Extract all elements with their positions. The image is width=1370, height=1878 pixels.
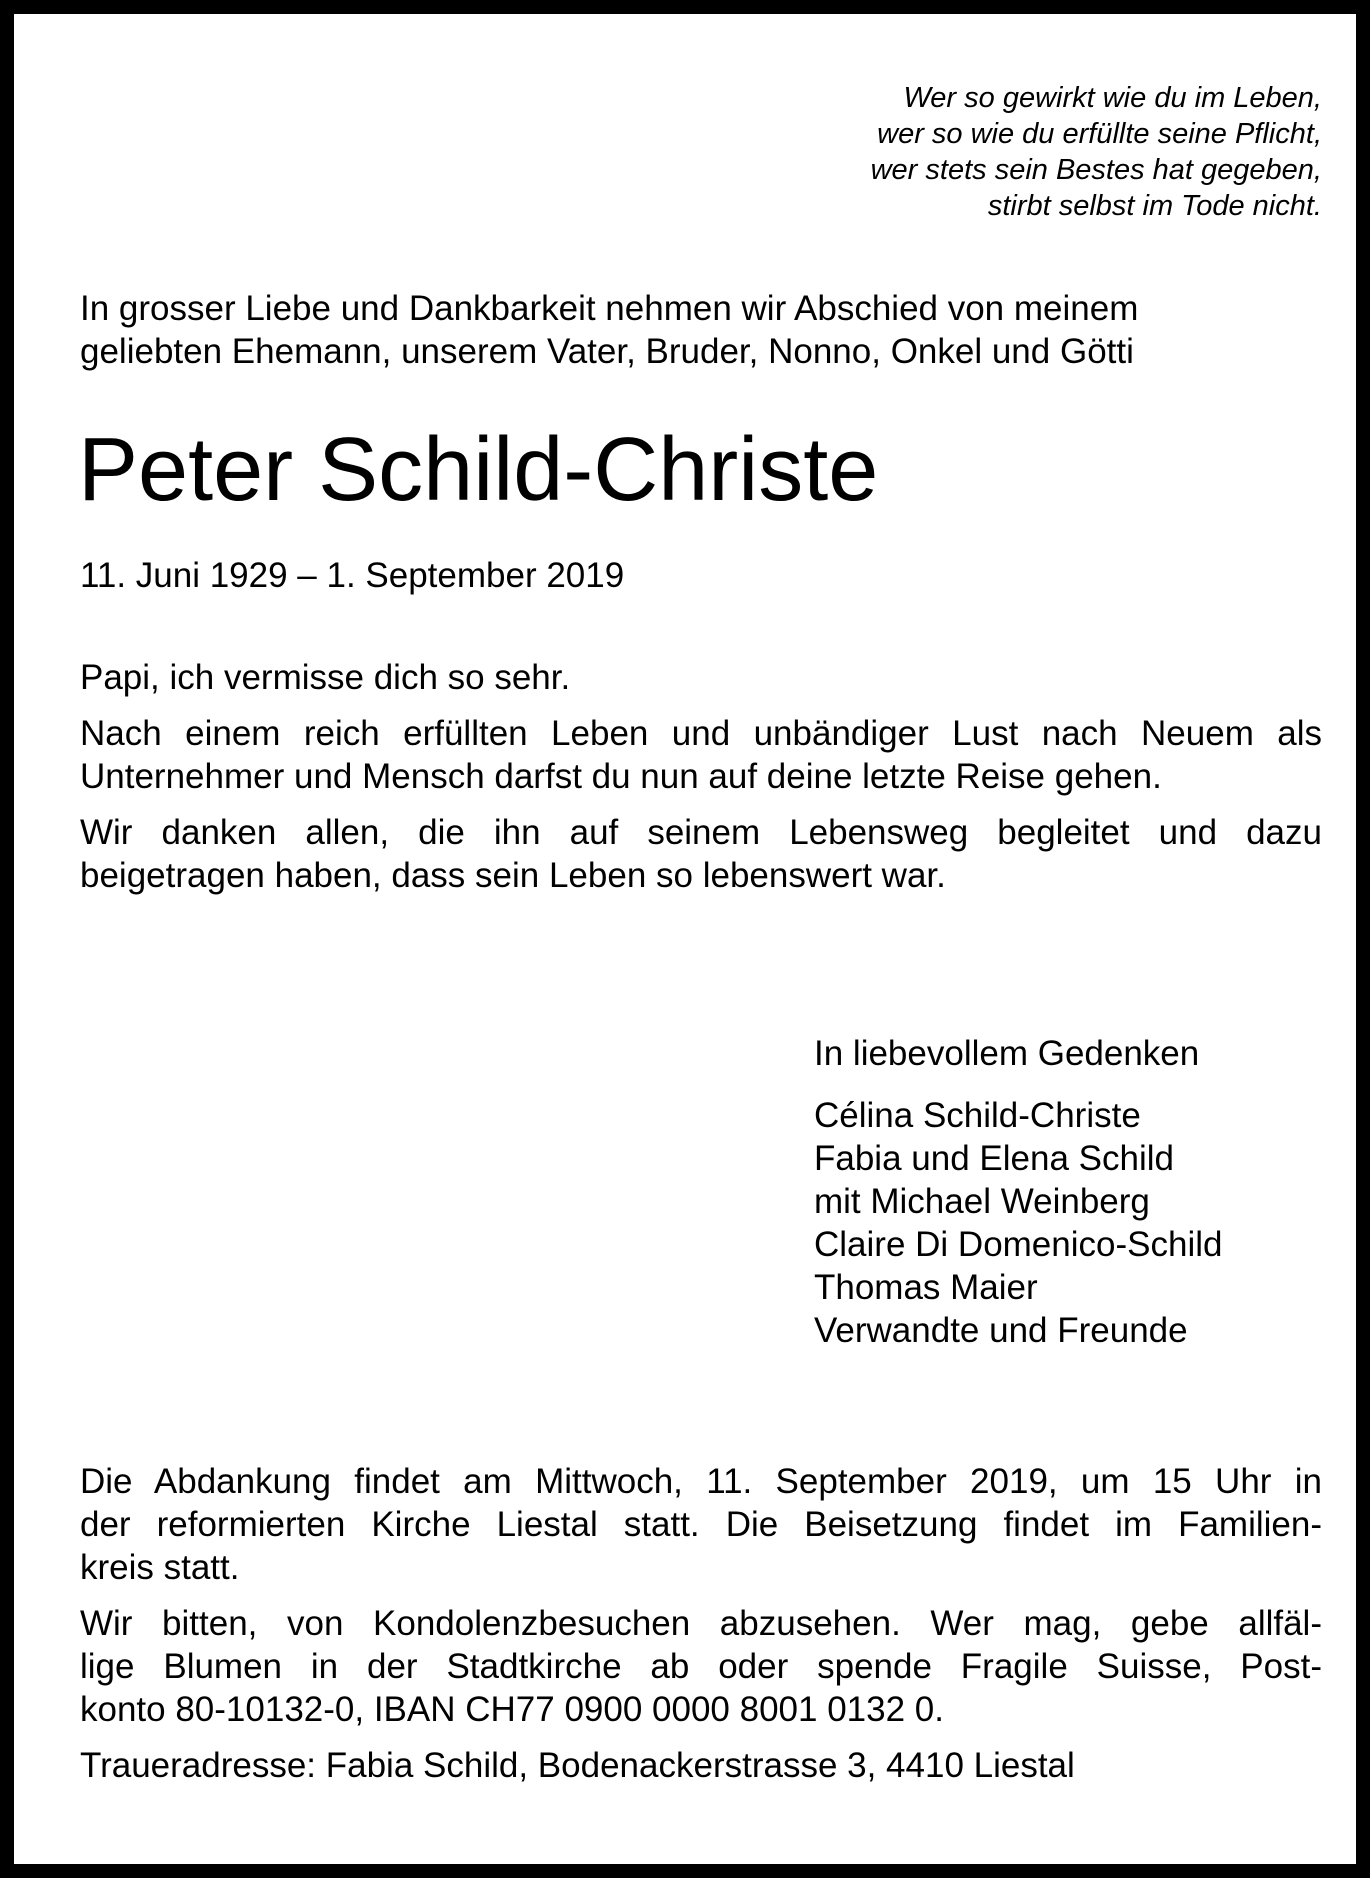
life-dates: 11. Juni 1929 – 1. September 2019 [80,556,625,595]
mourner-name: Fabia und Elena Schild [814,1139,1174,1178]
poem-line: Wer so gewirkt wie du im Leben, [903,82,1322,114]
mourner-name: mit Michael Weinberg [814,1182,1150,1221]
service-information [80,1460,1322,1800]
obituary-body [80,656,1322,910]
signature-heading: In liebevollem Gedenken [814,1034,1200,1073]
body-paragraph: Nach einem reich erfüllten Leben und unbändiger Lust nach Neuem als Unternehmer und Mensch darfst du nun auf deine letzte Reise gehen. [80,714,1322,796]
farewell-intro [80,287,1322,373]
donation-paragraph [80,1602,1322,1731]
poem-line: wer stets sein Bestes hat gegeben, [870,154,1322,186]
deceased-name: Peter Schild-Christe [78,420,879,520]
intro-line: In grosser Liebe und Dankbarkeit nehmen wir Abschied von meinem [80,289,1139,328]
service-line: kreis statt. [80,1548,240,1587]
body-paragraph: Papi, ich vermisse dich so sehr. [80,658,571,697]
donation-line: lige Blumen in der Stadtkirche ab oder spende Fragile Suisse, Post- [80,1647,1322,1686]
service-paragraph [80,1460,1322,1589]
intro-line: geliebten Ehemann, unserem Vater, Bruder, Nonno, Onkel und Götti [80,332,1134,371]
poem-line: stirbt selbst im Tode nicht. [987,190,1322,222]
mourner-name: Claire Di Domenico-Schild [814,1225,1223,1264]
mourner-name: Verwandte und Freunde [814,1311,1188,1350]
mourning-address: Traueradresse: Fabia Schild, Bodenackerstrasse 3, 4410 Liestal [80,1746,1075,1785]
memorial-poem [871,80,1322,224]
mourners-signature [814,1032,1222,1352]
service-line: Die Abdankung findet am Mittwoch, 11. September 2019, um 15 Uhr in [80,1462,1322,1501]
donation-line: Wir bitten, von Kondolenzbesuchen abzusehen. Wer mag, gebe allfäl- [80,1604,1322,1643]
mourner-name: Célina Schild-Christe [814,1096,1141,1135]
donation-line: konto 80-10132-0, IBAN CH77 0900 0000 8001 0132 0. [80,1690,944,1729]
mourner-name: Thomas Maier [814,1268,1038,1307]
body-paragraph: Wir danken allen, die ihn auf seinem Lebensweg begleitet und dazu beigetragen haben, dass sein Leben so lebenswert war. [80,813,1322,895]
service-line: der reformierten Kirche Liestal statt. Die Beisetzung findet im Familien- [80,1505,1322,1544]
poem-line: wer so wie du erfüllte seine Pflicht, [877,118,1322,150]
